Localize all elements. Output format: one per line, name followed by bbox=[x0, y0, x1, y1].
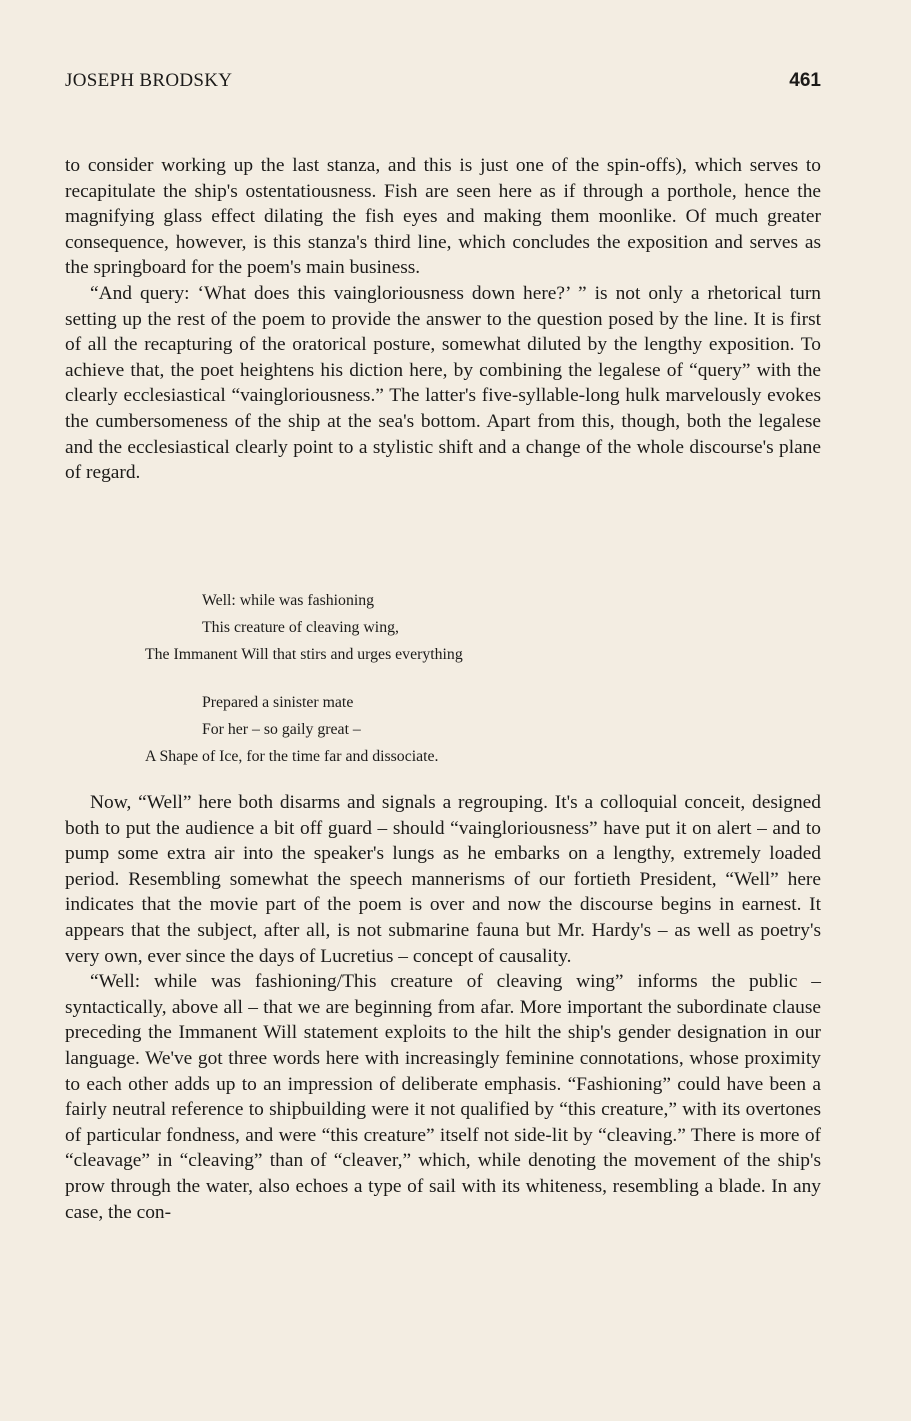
paragraph: “And query: ‘What does this vaingloriousness down here?’ ” is not only a rhetorical turn setting up the rest of the poem to provide the answer to the question posed by the line. It is first of all the recapturing of the oratorical posture, somewhat diluted by the lengthy exposition. To achieve that, the poet heightens his diction here, by combining the legalese of “query” with the clearly ecclesiastical “vaingloriousness.” The latter's five-syllable-long hulk marvelously evokes the cumbersomeness of the ship at the sea's bottom. Apart from this, though, both the legalese and the ecclesiastical clearly point to a stylistic shift and a change of the whole discourse's plane of regard. bbox=[65, 282, 821, 484]
verse-line: Well: while was fashioning bbox=[202, 592, 375, 609]
running-title: JOSEPH BRODSKY bbox=[65, 70, 233, 91]
stanza bbox=[145, 588, 463, 668]
paragraph: “Well: while was fashioning/This creature of cleaving wing” informs the public – syntactically, above all – that we are beginning from afar. More important the subordinate clause preceding the Immanent Will statement exploits to the hilt the ship's gender designation in our language. We've got three words here with increasingly feminine connotations, whose proximity to each other adds up to an impression of deliberate emphasis. “Fashioning” could have been a fairly neutral reference to shipbuilding were it not qualified by “this creature,” with its overtones of particular fondness, and were “this creature” itself not side-lit by “cleaving.” There is more of “cleavage” in “cleaving” than of “cleaver,” which, while denoting the movement of the ship's prow through the water, also echoes a type of sail with its whiteness, resembling a blade. In any case, the con- bbox=[65, 971, 821, 1223]
verse-quotation bbox=[145, 588, 463, 771]
verse-line: A Shape of Ice, for the time far and dissociate. bbox=[145, 747, 439, 765]
verse-line: Prepared a sinister mate bbox=[202, 694, 354, 712]
verse-line: For her – so gaily great – bbox=[202, 721, 361, 739]
verse-line: This creature of cleaving wing, bbox=[202, 618, 399, 636]
paragraph: Now, “Well” here both disarms and signals a regrouping. It's a colloquial conceit, designed both to put the audience a bit off guard – should “vaingloriousness” have put it on alert – and to pump some extra air into the speaker's lungs as he embarks on a lengthy, extremely loaded period. Resembling somewhat the speech mannerisms of our fortieth President, “Well” here indicates that the movie part of the poem is over and now the discourse begins in earnest. It appears that the subject, after all, is not submarine fauna but Mr. Hardy's – as well as poetry's very own, ever since the days of Lucretius – concept of causality. bbox=[65, 792, 821, 967]
text-block-bottom bbox=[65, 790, 821, 1225]
paragraph: to consider working up the last stanza, and this is just one of the spin-offs), which serves to recapitulate the ship's ostentatiousness. Fish are seen here as if through a porthole, hence the magnifying glass effect dilating the fish eyes and making them moonlike. Of much greater consequence, however, is this stanza's third line, which concludes the exposition and serves as the springboard for the poem's main business. bbox=[65, 155, 821, 279]
stanza bbox=[145, 690, 463, 770]
text-block-top bbox=[65, 153, 821, 486]
verse-line: The Immanent Will that stirs and urges everything bbox=[145, 645, 463, 663]
running-head bbox=[65, 70, 821, 100]
page-number: 461 bbox=[789, 70, 821, 91]
